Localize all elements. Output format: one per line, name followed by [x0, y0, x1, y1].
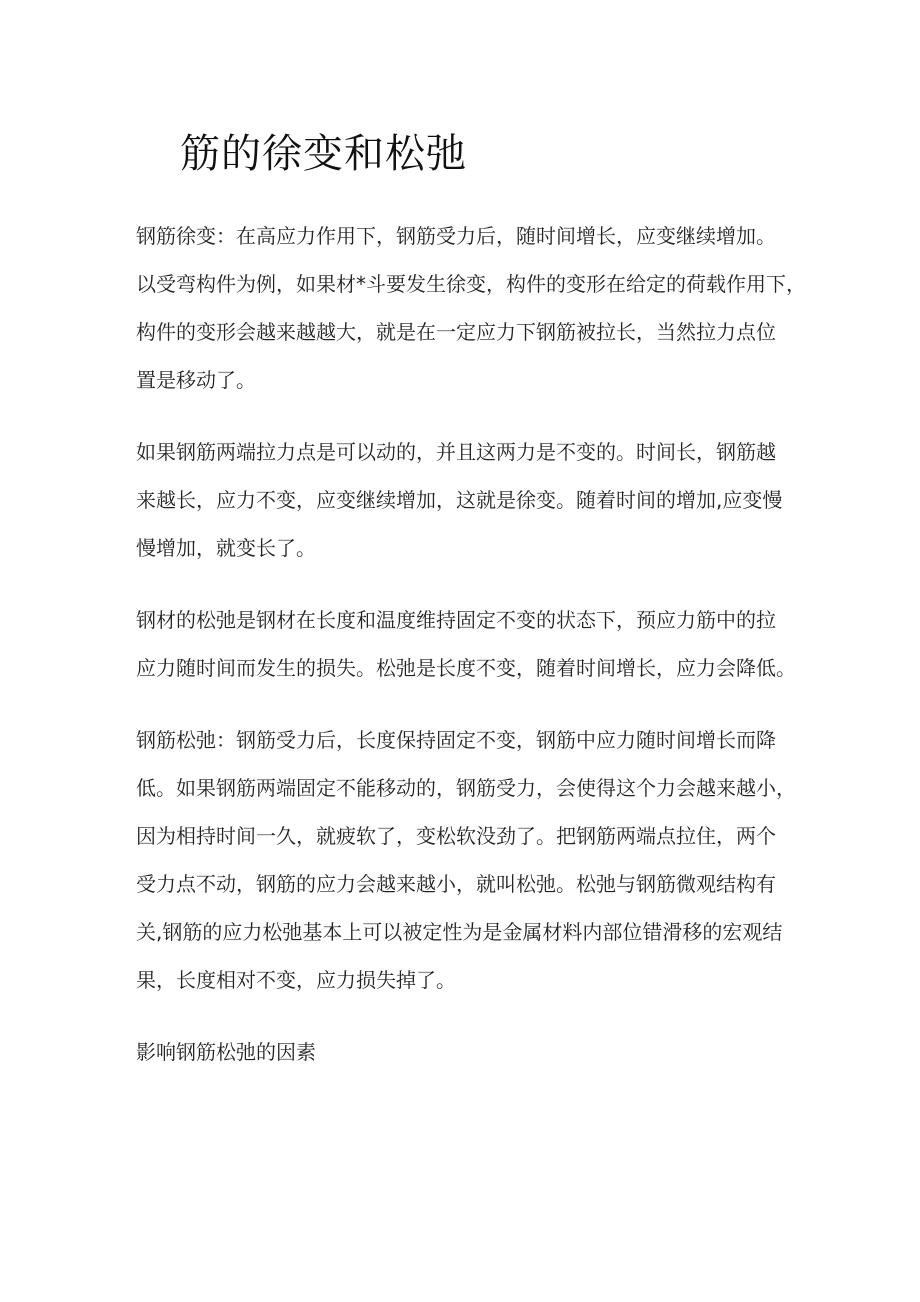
- paragraph-relaxation-explanation: [136, 716, 796, 1004]
- text-line: 以受弯构件为例，如果材*斗要发生徐变，构件的变形在给定的荷载作用下，: [136, 272, 806, 296]
- text-line: 低。如果钢筋两端固定不能移动的，钢筋受力，会使得这个力会越来越小，: [136, 776, 796, 800]
- paragraph-creep-explanation: [136, 428, 796, 572]
- text-line: 钢筋徐变：在高应力作用下，钢筋受力后，随时间增长，应变继续增加。: [136, 224, 776, 248]
- text-line: 应力随时间而发生的损失。松弛是长度不变，随着时间增长，应力会降低。: [136, 656, 796, 680]
- body-text: [136, 212, 806, 1076]
- text-line: 钢筋松弛：钢筋受力后，长度保持固定不变，钢筋中应力随时间增长而降: [136, 728, 776, 752]
- text-line: 置是移动了。: [136, 368, 256, 392]
- text-line: 如果钢筋两端拉力点是可以动的，并且这两力是不变的。时间长，钢筋越: [136, 440, 776, 464]
- text-line: 钢材的松弛是钢材在长度和温度维持固定不变的状态下，预应力筋中的拉: [136, 608, 776, 632]
- section-heading: 影响钢筋松弛的因素: [136, 1040, 316, 1064]
- paragraph-relaxation-definition: [136, 596, 796, 692]
- paragraph-creep-definition: [136, 212, 806, 404]
- page-title: 筋的徐变和松弛: [180, 131, 467, 177]
- text-line: 关,钢筋的应力松弛基本上可以被定性为是金属材料内部位错滑移的宏观结: [136, 920, 783, 944]
- text-line: 因为相持时间一久，就疲软了，变松软没劲了。把钢筋两端点拉住，两个: [136, 824, 776, 848]
- text-line: 慢增加，就变长了。: [136, 536, 316, 560]
- text-line: 来越长，应力不变，应变继续增加，这就是徐变。随着时间的增加,应变慢: [136, 488, 783, 512]
- text-line: 受力点不动，钢筋的应力会越来越小，就叫松弛。松弛与钢筋微观结构有: [136, 872, 776, 896]
- text-line: 构件的变形会越来越越大，就是在一定应力下钢筋被拉长，当然拉力点位: [136, 320, 776, 344]
- text-line: 果，长度相对不变，应力损失掉了。: [136, 968, 456, 992]
